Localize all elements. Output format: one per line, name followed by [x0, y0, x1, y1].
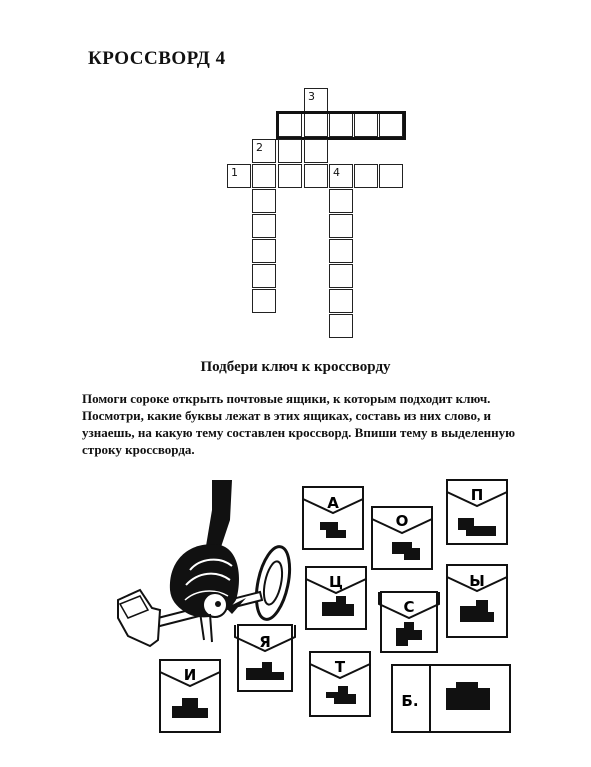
page-title: КРОССВОРД 4 [88, 48, 226, 69]
mailbox[interactable] [447, 565, 507, 637]
mailbox-letter: Я [259, 633, 271, 651]
instruction-line: строку кроссворда. [82, 442, 195, 457]
mailbox[interactable] [235, 625, 295, 691]
mailbox-letter: О [395, 512, 409, 530]
clue-number-3: 3 [308, 90, 315, 103]
mailbox[interactable] [379, 592, 439, 652]
mailbox[interactable] [447, 480, 507, 544]
instruction-line: Помоги сороке открыть почтовые ящики, к которым подходит ключ. [82, 391, 491, 406]
mailbox[interactable] [310, 652, 370, 716]
clue-number-1: 1 [231, 166, 238, 179]
instruction-line: Посмотри, какие буквы лежат в этих ящиках, составь из них слово, и [82, 408, 492, 423]
mailbox-letter: Ы [469, 572, 485, 590]
mailbox-large[interactable] [392, 665, 510, 732]
mailbox-letter: Б. [401, 692, 419, 710]
mailbox-letter: И [183, 666, 197, 684]
mailbox[interactable] [306, 567, 366, 629]
mailbox[interactable] [303, 487, 363, 549]
instruction-line: узнаешь, на какую тему составлен кроссворд. Впиши тему в выделенную [82, 425, 516, 440]
mailbox-letter: А [327, 494, 339, 512]
clue-number-2: 2 [256, 141, 263, 154]
subtitle: Подбери ключ к кроссворду [200, 359, 391, 375]
mailbox-letter: П [470, 486, 484, 504]
mailbox[interactable] [372, 507, 432, 569]
mailbox-letter: С [403, 598, 415, 616]
mailbox[interactable] [160, 660, 220, 732]
mailbox-letter: Т [334, 658, 346, 676]
mailbox-letter: Ц [329, 573, 343, 591]
clue-number-4: 4 [333, 166, 340, 179]
